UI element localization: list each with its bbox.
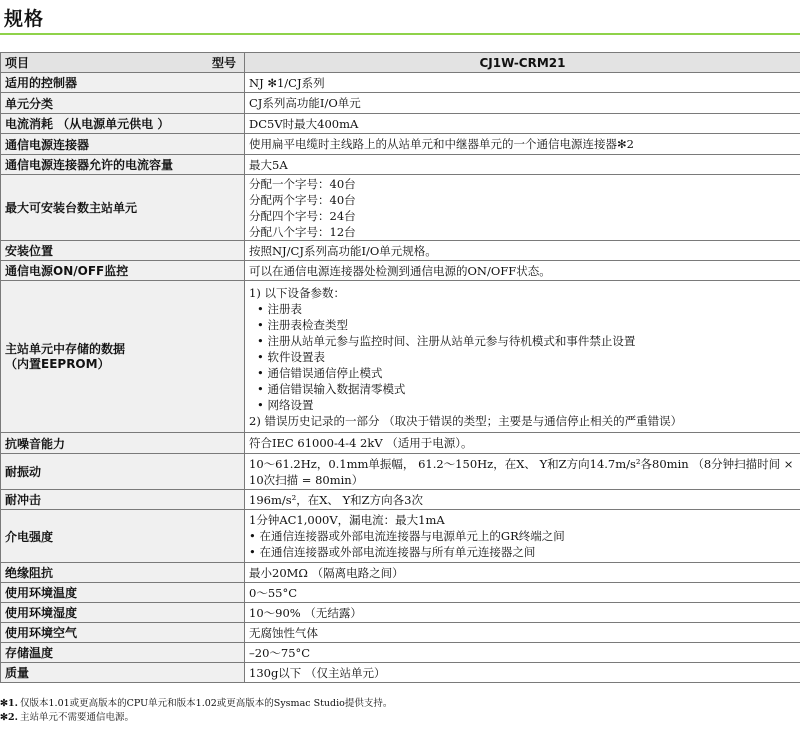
table-row <box>1 73 800 93</box>
footnote <box>0 697 800 711</box>
row-label: 通信电源连接器允许的电流容量 <box>1 155 245 175</box>
header-item-cell <box>1 53 245 73</box>
row-value: NJ ✻1/CJ系列 <box>245 73 800 93</box>
page-title: 规格 <box>4 8 45 30</box>
header-item-label: 项目 <box>5 56 30 70</box>
list-item: • 注册表 <box>257 301 302 316</box>
table-header-row <box>1 53 800 73</box>
row-value: 130g以下 （仅主站单元） <box>245 663 800 683</box>
row-label: 使用环境温度 <box>1 583 245 603</box>
row-value: 10～61.2Hz，0.1mm单振幅， 61.2～150Hz，在X、 Y和Z方向14.7m/s²各80min （8分钟扫描时间 × 10次扫描 = 80min） <box>245 454 800 490</box>
row-value: 无腐蚀性气体 <box>245 623 800 643</box>
row-value: 最小20MΩ （隔离电路之间） <box>245 563 800 583</box>
row-label: 绝缘阻抗 <box>1 563 245 583</box>
list-item: • 通信错误通信停止模式 <box>257 365 383 380</box>
table-row <box>1 454 800 490</box>
row-value: 196m/s²，在X、 Y和Z方向各3次 <box>245 490 800 510</box>
table-row <box>1 134 800 155</box>
table-row <box>1 623 800 643</box>
table-row <box>1 583 800 603</box>
row-label: 单元分类 <box>1 93 245 114</box>
row-label: 适用的控制器 <box>1 73 245 93</box>
list-item: • 软件设置表 <box>257 349 325 364</box>
row-value: 10～90% （无结露） <box>245 603 800 623</box>
footnote-mark: ✻2. <box>0 712 18 723</box>
list-item: • 通信错误输入数据清零模式 <box>257 381 406 396</box>
list-item: • 网络设置 <box>257 397 314 412</box>
row-label: 存储温度 <box>1 643 245 663</box>
row-value: 1) 以下设备参数： • 注册表 • 注册表检查类型 • 注册从站单元参与监控时间、注册从站单元参与待机模式和事件禁止设置 • 软件设置表 • 通信错误通信停止模式 • 通信错误输入数据清零模式 • 网络设置 2) 错误历史记录的一部分 （取决于错误的类型；主要是与通信停止相关的严重错误） <box>245 281 800 433</box>
row-value: 最大5A <box>245 155 800 175</box>
header-model-label: 型号 <box>211 56 236 70</box>
row-label: 抗噪音能力 <box>1 433 245 454</box>
row-value: 0～55°C <box>245 583 800 603</box>
table-row <box>1 281 800 433</box>
row-value: 按照NJ/CJ系列高功能I/O单元规格。 <box>245 241 800 261</box>
row-value: 分配一个字号：40台 分配两个字号：40台 分配四个字号：24台 分配八个字号：12台 <box>245 175 800 241</box>
list-item: • 在通信连接器或外部电流连接器与所有单元连接器之间 <box>249 545 536 559</box>
table-row <box>1 114 800 134</box>
table-row <box>1 663 800 683</box>
row-value: 可以在通信电源连接器处检测到通信电源的ON/OFF状态。 <box>245 261 800 281</box>
row-label: 耐冲击 <box>1 490 245 510</box>
list-item: • 在通信连接器或外部电流连接器与电源单元上的GR终端之间 <box>249 529 565 543</box>
row-label: 安装位置 <box>1 241 245 261</box>
footnotes <box>0 697 800 725</box>
row-value: 符合IEC 61000-4-4 2kV （适用于电源）。 <box>245 433 800 454</box>
list-item: • 注册表检查类型 <box>257 317 348 332</box>
row-value: –20～75°C <box>245 643 800 663</box>
table-row <box>1 433 800 454</box>
row-label: 介电强度 <box>1 510 245 563</box>
footnote-mark: ✻1. <box>0 698 18 709</box>
table-row <box>1 603 800 623</box>
table-row <box>1 261 800 281</box>
row-value: DC5V时最大400mA <box>245 114 800 134</box>
table-row <box>1 510 800 563</box>
row-label: 使用环境湿度 <box>1 603 245 623</box>
row-label: 电流消耗 （从电源单元供电 ） <box>1 114 245 134</box>
footnote <box>0 711 800 725</box>
row-value: 1分钟AC1,000V，漏电流：最大1mA • 在通信连接器或外部电流连接器与电源单元上的GR终端之间 • 在通信连接器或外部电流连接器与所有单元连接器之间 <box>245 510 800 563</box>
row-value: 使用扁平电缆时主线路上的从站单元和中继器单元的一个通信电源连接器✻2 <box>245 134 800 155</box>
row-label: 通信电源ON/OFF监控 <box>1 261 245 281</box>
table-row <box>1 643 800 663</box>
footnote-text: 主站单元不需要通信电源。 <box>20 712 135 723</box>
spec-table <box>0 52 800 683</box>
row-label: 质量 <box>1 663 245 683</box>
title-divider <box>0 33 800 35</box>
table-row <box>1 490 800 510</box>
list-item: • 注册从站单元参与监控时间、注册从站单元参与待机模式和事件禁止设置 <box>257 333 636 348</box>
row-label: 主站单元中存储的数据 （内置EEPROM） <box>1 281 245 433</box>
footnote-text: 仅版本1.01或更高版本的CPU单元和版本1.02或更高版本的Sysmac Studio提供支持。 <box>20 698 393 709</box>
row-label: 使用环境空气 <box>1 623 245 643</box>
header-model-value: CJ1W-CRM21 <box>245 53 800 73</box>
table-row <box>1 93 800 114</box>
row-label: 通信电源连接器 <box>1 134 245 155</box>
row-label: 耐振动 <box>1 454 245 490</box>
table-row <box>1 175 800 241</box>
table-row <box>1 241 800 261</box>
row-label: 最大可安装台数主站单元 <box>1 175 245 241</box>
row-value: CJ系列高功能I/O单元 <box>245 93 800 114</box>
table-row <box>1 155 800 175</box>
table-row <box>1 563 800 583</box>
